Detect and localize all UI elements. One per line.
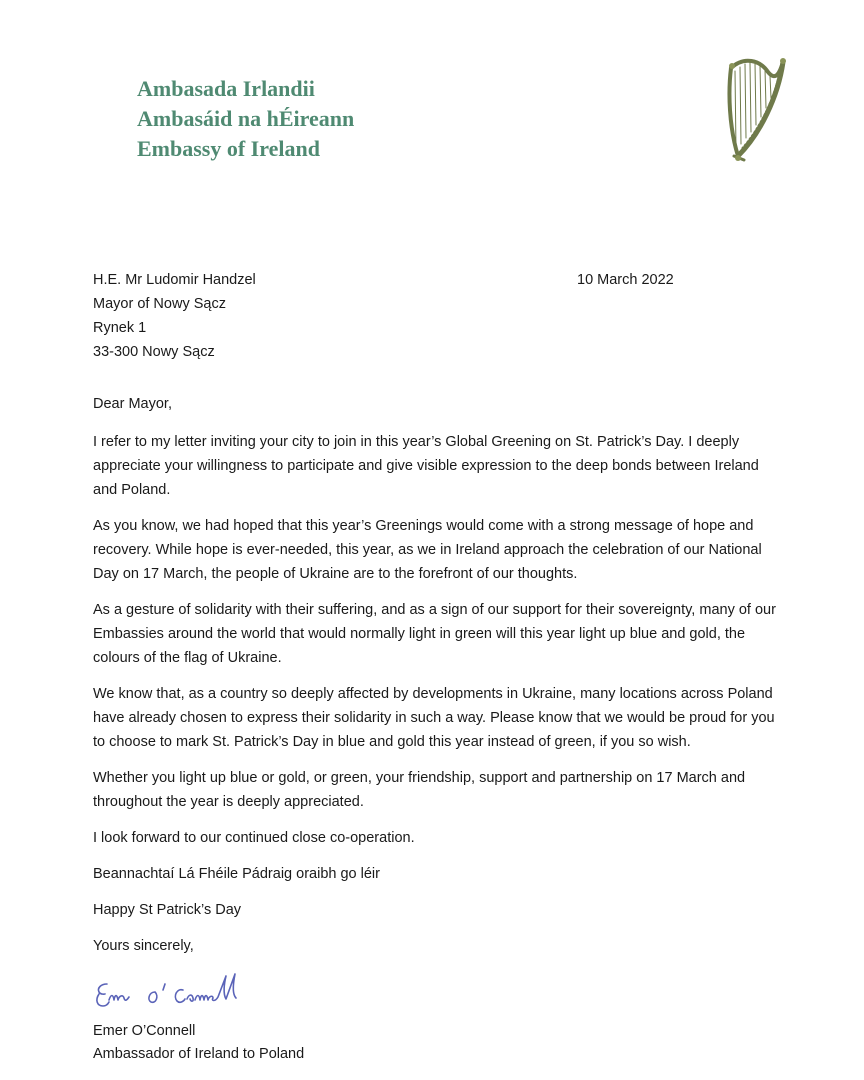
paragraph-2: As you know, we had hoped that this year’s Greenings would come with a strong message of hope and recovery. While hope is ever-needed, this year, as we in Ireland approach the celebration of our National Day on 17 March, the people of Ukraine are to the forefront of our thoughts. [93, 518, 762, 582]
letter-body [93, 392, 783, 970]
signer-role: Ambassador of Ireland to Poland [93, 1046, 305, 1062]
signer-name: Emer O’Connell [93, 1023, 196, 1039]
letterhead-polish: Ambasada Irlandii [137, 76, 315, 101]
letter-date: 10 March 2022 [577, 272, 674, 288]
letterhead [137, 74, 354, 164]
letterhead-english: Embassy of Ireland [137, 136, 320, 161]
paragraph-5: Whether you light up blue or gold, or green, your friendship, support and partnership on 17 March and throughout the year is deeply appreciated. [93, 770, 746, 810]
irish-greeting: Beannachtaí Lá Fhéile Pádraig oraibh go léir [93, 866, 380, 882]
recipient-street: Rynek 1 [93, 320, 147, 336]
paragraph-6: I look forward to our continued close co-operation. [93, 830, 415, 846]
recipient-city: 33-300 Nowy Sącz [93, 344, 215, 360]
letterhead-irish: Ambasáid na hÉireann [137, 106, 355, 131]
harp-icon [722, 52, 788, 168]
recipient-name: H.E. Mr Ludomir Handzel [93, 272, 256, 288]
closing: Yours sincerely, [93, 938, 194, 954]
paragraph-4: We know that, as a country so deeply affected by developments in Ukraine, many locations across Poland have already chosen to express their solidarity in such a way. Please know that we would be proud for you to choose to mark St. Patrick’s Day in blue and gold this year instead of green, if you so wish. [93, 686, 775, 750]
recipient-title: Mayor of Nowy Sącz [93, 296, 226, 312]
recipient-address [93, 268, 256, 364]
signer-block [93, 1020, 304, 1066]
paragraph-1: I refer to my letter inviting your city to join in this year’s Global Greening on St. Patrick’s Day. I deeply appreciate your willingness to participate and give visible expression to the deep bonds between Ireland and Poland. [93, 434, 759, 498]
paragraph-3: As a gesture of solidarity with their suffering, and as a sign of our support for their sovereignty, many of our Embassies around the world that would normally light in green will this year light up blue and gold, the colours of the flag of Ukraine. [93, 602, 776, 666]
greeting: Happy St Patrick’s Day [93, 902, 242, 918]
salutation: Dear Mayor, [93, 396, 172, 412]
handwritten-signature [93, 970, 273, 1020]
